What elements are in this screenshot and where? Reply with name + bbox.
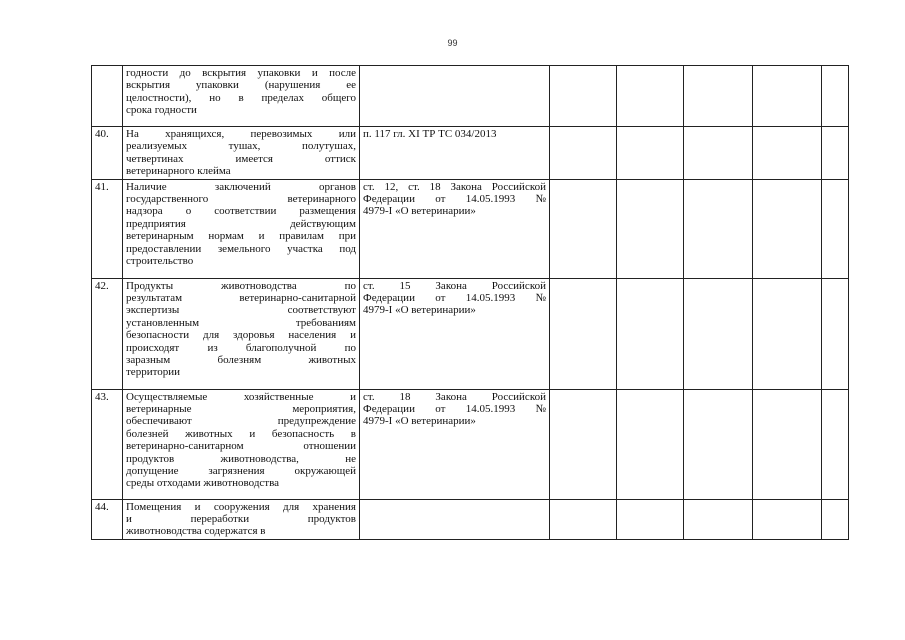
requirement-line: строительство (126, 255, 194, 268)
row-number: 41. (92, 179, 123, 278)
requirement-line: ветеринарные мероприятия, (126, 403, 356, 416)
answer-cell[interactable] (822, 179, 849, 278)
table-row (92, 499, 849, 539)
requirement-line: животноводства содержатся в (126, 525, 266, 538)
answer-cell[interactable] (753, 179, 822, 278)
answer-cell[interactable] (753, 66, 822, 127)
reference-line: 4979-I «О ветеринарии» (363, 205, 476, 218)
requirement-line: ветеринарным нормам и правилам при (126, 230, 356, 243)
answer-cell[interactable] (550, 179, 617, 278)
reference-line: 4979-I «О ветеринарии» (363, 415, 476, 428)
requirement-cell (123, 127, 360, 180)
requirement-line: происходят из благополучной по (126, 341, 356, 354)
reference-line: Федерации от 14.05.1993 № (363, 193, 546, 206)
requirement-line: На хранящихся, перевозимых или (126, 128, 356, 140)
answer-cell[interactable] (822, 66, 849, 127)
answer-cell[interactable] (822, 278, 849, 389)
reference-line: Федерации от 14.05.1993 № (363, 403, 546, 416)
requirement-cell (123, 278, 360, 389)
row-number: 44. (92, 499, 123, 539)
requirement-line: срока годности (126, 104, 197, 117)
requirement-line: предприятия действующим (126, 217, 356, 230)
reference-line: ст. 18 Закона Российской (363, 390, 546, 403)
answer-cell[interactable] (753, 278, 822, 389)
requirement-line: допущение загрязнения окружающей (126, 465, 356, 478)
answer-cell[interactable] (617, 66, 684, 127)
answer-cell[interactable] (617, 127, 684, 180)
requirement-line: территории (126, 366, 181, 379)
legal-reference-cell (360, 389, 550, 499)
requirement-line: результатам ветеринарно-санитарной (126, 292, 356, 305)
legal-reference-cell (360, 278, 550, 389)
row-number: 43. (92, 389, 123, 499)
requirement-line: Наличие заключений органов (126, 180, 356, 193)
checklist-table (91, 65, 849, 540)
reference-line: 4979-I «О ветеринарии» (363, 304, 476, 317)
answer-cell[interactable] (684, 127, 753, 180)
reference-line: п. 117 гл. XI ТР ТС 034/2013 (363, 128, 497, 140)
table-body (92, 66, 849, 540)
requirement-line: обеспечивают предупреждение (126, 415, 356, 428)
answer-cell[interactable] (684, 66, 753, 127)
requirement-line: надзора о соответствии размещения (126, 205, 356, 218)
answer-cell[interactable] (753, 127, 822, 180)
answer-cell[interactable] (822, 499, 849, 539)
legal-reference-cell (360, 499, 550, 539)
table-row (92, 179, 849, 278)
answer-cell[interactable] (617, 389, 684, 499)
answer-cell[interactable] (617, 179, 684, 278)
requirement-cell (123, 179, 360, 278)
page-number: 99 (447, 38, 458, 48)
legal-reference-cell (360, 179, 550, 278)
requirement-cell (123, 499, 360, 539)
requirement-line: Продукты животноводства по (126, 279, 356, 292)
requirement-line: предоставлении земельного участка под (126, 242, 356, 255)
requirement-line: Осуществляемые хозяйственные и (126, 390, 356, 403)
table-row (92, 278, 849, 389)
requirement-line: и переработки продуктов (126, 513, 356, 526)
answer-cell[interactable] (684, 278, 753, 389)
answer-cell[interactable] (617, 499, 684, 539)
table-row (92, 127, 849, 180)
requirement-line: ветеринарно-санитарном отношении (126, 440, 356, 453)
legal-reference-cell (360, 127, 550, 180)
answer-cell[interactable] (684, 389, 753, 499)
reference-line: ст. 15 Закона Российской (363, 279, 546, 292)
requirement-line: Помещения и сооружения для хранения (126, 500, 356, 513)
requirement-line: целостности), но в пределах общего (126, 91, 356, 104)
row-number: 40. (92, 127, 123, 180)
requirement-cell (123, 66, 360, 127)
requirement-line: реализуемых тушах, полутушах, (126, 140, 356, 153)
requirement-line: безопасности для здоровья населения и (126, 329, 356, 342)
answer-cell[interactable] (550, 127, 617, 180)
answer-cell[interactable] (822, 127, 849, 180)
requirement-line: ветеринарного клейма (126, 165, 231, 178)
requirement-line: экспертизы соответствуют (126, 304, 356, 317)
requirement-line: установленным требованиям (126, 316, 356, 329)
row-number: 42. (92, 278, 123, 389)
requirement-line: заразным болезням животных (126, 354, 356, 367)
answer-cell[interactable] (684, 179, 753, 278)
requirement-cell (123, 389, 360, 499)
table-row (92, 66, 849, 127)
requirement-line: вскрытия упаковки (нарушения ее (126, 79, 356, 92)
requirement-line: государственного ветеринарного (126, 193, 356, 206)
reference-line: Федерации от 14.05.1993 № (363, 292, 546, 305)
table-row (92, 389, 849, 499)
requirement-line: среды отходами животноводства (126, 477, 280, 490)
row-number (92, 66, 123, 127)
answer-cell[interactable] (822, 389, 849, 499)
answer-cell[interactable] (550, 499, 617, 539)
answer-cell[interactable] (684, 499, 753, 539)
reference-line: ст. 12, ст. 18 Закона Российской (363, 180, 546, 193)
answer-cell[interactable] (550, 389, 617, 499)
answer-cell[interactable] (753, 389, 822, 499)
requirement-line: болезней животных и безопасность в (126, 427, 356, 440)
requirement-line: годности до вскрытия упаковки и после (126, 67, 356, 79)
answer-cell[interactable] (550, 278, 617, 389)
answer-cell[interactable] (617, 278, 684, 389)
requirement-line: четвертинах имеется оттиск (126, 152, 356, 165)
answer-cell[interactable] (753, 499, 822, 539)
requirement-line: продуктов животноводства, не (126, 452, 356, 465)
answer-cell[interactable] (550, 66, 617, 127)
legal-reference-cell (360, 66, 550, 127)
